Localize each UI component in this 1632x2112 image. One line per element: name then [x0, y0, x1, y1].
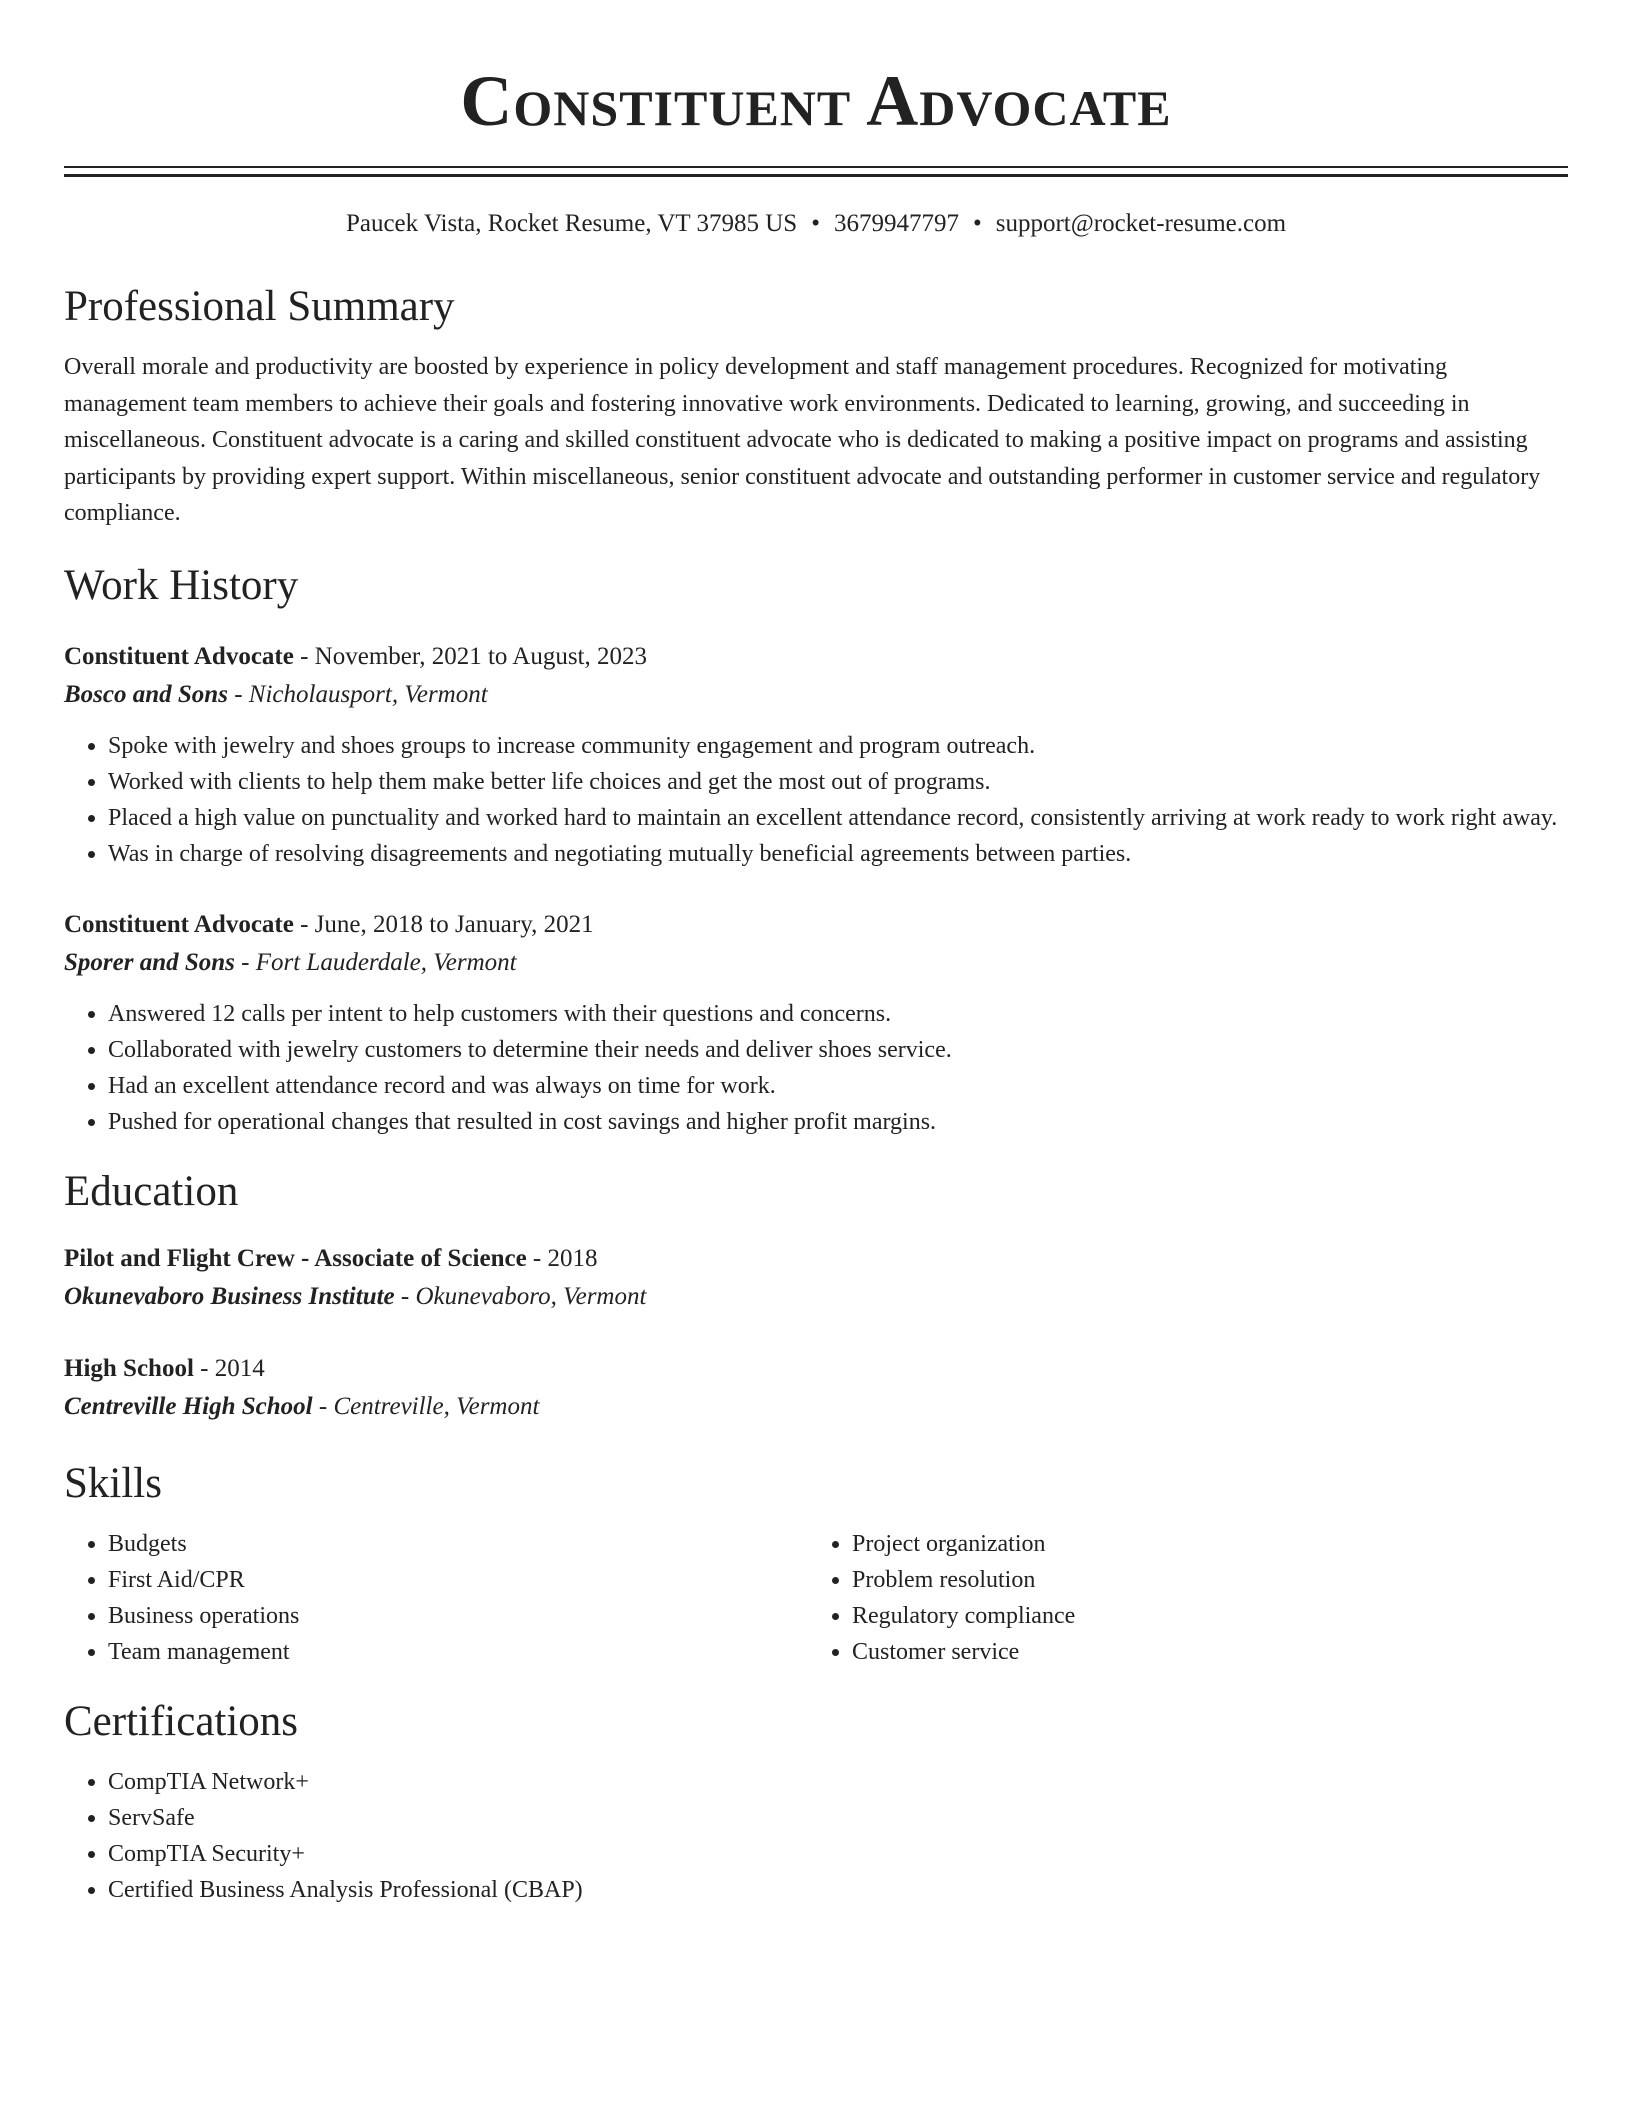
skill-item: • First Aid/CPR [108, 1562, 808, 1598]
header-divider [64, 166, 1568, 177]
list-item: • Spoke with jewelry and shoes groups to increase community engagement and program outreach. [108, 728, 1568, 764]
list-item: • Collaborated with jewelry customers to determine their needs and deliver shoes service. [108, 1032, 1568, 1068]
education-school: Okunevaboro Business Institute [64, 1282, 395, 1310]
job-entry [64, 638, 1568, 872]
skill-item: • Business operations [108, 1598, 808, 1634]
skill-item: • Project organization [852, 1526, 1552, 1562]
education-header [64, 1350, 1568, 1388]
job-bullets [64, 728, 1568, 872]
certification-list [64, 1764, 1568, 1908]
list-item: • Placed a high value on punctuality and worked hard to maintain an excellent attendance record, consistently arriving at work ready to work right away. [108, 800, 1568, 836]
job-employer [64, 944, 1568, 982]
skill-item: • Problem resolution [852, 1562, 1552, 1598]
job-dates: - June, 2018 to January, 2021 [293, 910, 594, 938]
education-school-line [64, 1278, 1568, 1316]
job-location: - Fort Lauderdale, Vermont [234, 948, 517, 976]
contact-email: support@rocket-resume.com [995, 210, 1287, 237]
list-item: • Had an excellent attendance record and was always on time for work. [108, 1068, 1568, 1104]
skill-item: • Budgets [108, 1526, 808, 1562]
education-location: - Okunevaboro, Vermont [394, 1282, 647, 1310]
certification-item: • CompTIA Security+ [108, 1836, 1568, 1872]
skills-column-left [64, 1526, 808, 1670]
education-year: - 2014 [193, 1354, 265, 1382]
list-item: • Worked with clients to help them make better life choices and get the most out of programs. [108, 764, 1568, 800]
resume-page [64, 0, 1568, 1908]
candidate-name: Constituent Advocate [460, 61, 1172, 141]
list-item: • Was in charge of resolving disagreements and negotiating mutually beneficial agreements between parties. [108, 836, 1568, 872]
education-header [64, 1240, 1568, 1278]
education-school-line [64, 1388, 1568, 1426]
skills-grid [64, 1526, 1568, 1670]
job-entry [64, 906, 1568, 1140]
summary-text: Overall morale and productivity are boosted by experience in policy development and staff management procedures. Recognized for motivating management team members to achieve their goals and fostering innovative work environments. Dedicated to learning, growing, and succeeding in miscellaneous. Constituent advocate is a caring and skilled constituent advocate who is dedicated to making a positive impact on programs and assisting participants by providing expert support. Within miscellaneous, senior constituent advocate and outstanding performer in customer service and regulatory compliance. [64, 354, 1541, 526]
job-dates: - November, 2021 to August, 2023 [293, 642, 647, 670]
section-title-work-history: Work History [64, 561, 299, 609]
list-item: • Answered 12 calls per intent to help customers with their questions and concerns. [108, 996, 1568, 1032]
list-item: • Pushed for operational changes that resulted in cost savings and higher profit margins. [108, 1104, 1568, 1140]
skills-column-right [808, 1526, 1552, 1670]
job-location: - Nicholausport, Vermont [227, 680, 488, 708]
skill-item: • Team management [108, 1634, 808, 1670]
skill-item: • Regulatory compliance [852, 1598, 1552, 1634]
section-title-certifications: Certifications [64, 1697, 299, 1745]
job-employer [64, 676, 1568, 714]
contact-address: Paucek Vista, Rocket Resume, VT 37985 US [345, 210, 798, 237]
contact-separator: • [972, 210, 982, 237]
section-title-summary: Professional Summary [64, 283, 455, 330]
contact-line [64, 207, 1568, 241]
certification-item: • CompTIA Network+ [108, 1764, 1568, 1800]
education-entry [64, 1350, 1568, 1426]
job-company: Bosco and Sons [64, 680, 228, 708]
section-title-skills: Skills [64, 1459, 162, 1507]
education-degree: High School [64, 1354, 194, 1382]
job-header [64, 638, 1568, 676]
education-location: - Centreville, Vermont [312, 1392, 540, 1420]
job-bullets [64, 996, 1568, 1140]
certification-item: • Certified Business Analysis Professional (CBAP) [108, 1872, 1568, 1908]
education-school: Centreville High School [64, 1392, 313, 1420]
job-company: Sporer and Sons [64, 948, 235, 976]
education-degree: Pilot and Flight Crew - Associate of Science [64, 1244, 527, 1272]
certification-item: • ServSafe [108, 1800, 1568, 1836]
job-role: Constituent Advocate [64, 910, 294, 938]
job-header [64, 906, 1568, 944]
job-role: Constituent Advocate [64, 642, 294, 670]
section-title-education: Education [64, 1167, 239, 1215]
skill-item: • Customer service [852, 1634, 1552, 1670]
contact-separator: • [811, 210, 820, 237]
contact-phone: 3679947797 [833, 210, 959, 237]
education-year: - 2018 [526, 1244, 598, 1272]
education-entry [64, 1240, 1568, 1316]
